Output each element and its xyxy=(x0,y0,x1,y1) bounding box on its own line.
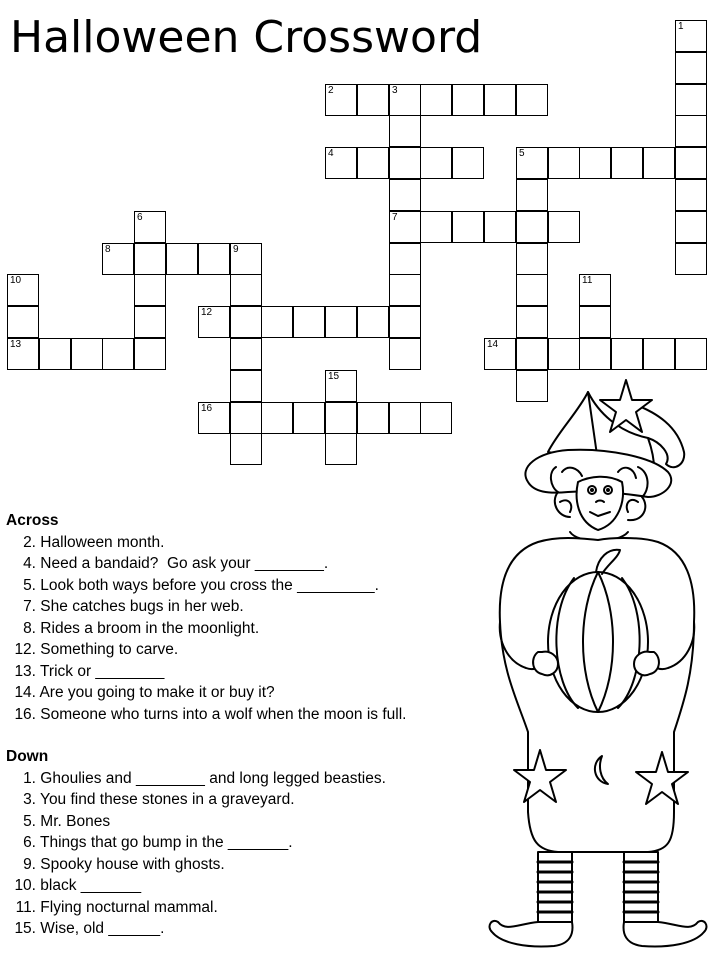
clue-number: 1. xyxy=(23,769,36,787)
crossword-cell[interactable] xyxy=(643,147,675,179)
crossword-cell[interactable] xyxy=(357,306,389,338)
clue-text: Someone who turns into a wolf when the moon is full. xyxy=(36,705,407,723)
crossword-cell[interactable] xyxy=(516,243,548,275)
clue-text: Spooky house with ghosts. xyxy=(36,855,225,873)
clue-text: Something to carve. xyxy=(36,641,179,658)
crossword-cell[interactable] xyxy=(579,147,611,179)
down-clue xyxy=(6,897,406,919)
cell-number: 5 xyxy=(519,148,525,159)
crossword-cell[interactable] xyxy=(261,306,293,338)
across-clue xyxy=(6,704,406,726)
clue-number: 12. xyxy=(14,641,36,658)
down-clue xyxy=(6,768,406,790)
clue-number: 14. xyxy=(14,684,36,701)
clue-number: 15. xyxy=(14,920,36,937)
crossword-cell[interactable] xyxy=(7,306,39,338)
crossword-cell[interactable] xyxy=(516,179,548,211)
clue-number: 3. xyxy=(23,791,36,808)
down-clue xyxy=(6,789,406,811)
crossword-cell[interactable] xyxy=(611,147,643,179)
across-clue xyxy=(6,661,406,683)
crossword-cell[interactable] xyxy=(134,243,166,275)
clue-number: 2. xyxy=(23,533,36,551)
across-clue xyxy=(6,596,406,618)
crossword-cell[interactable] xyxy=(675,179,707,211)
crossword-cell[interactable] xyxy=(389,306,421,338)
crossword-cell[interactable] xyxy=(39,338,71,370)
cell-number: 11 xyxy=(582,275,593,286)
crossword-cell[interactable] xyxy=(134,338,166,370)
crossword-cell[interactable] xyxy=(579,338,611,370)
crossword-cell[interactable] xyxy=(198,243,230,275)
down-heading: Down xyxy=(6,748,49,765)
clue-number: 10. xyxy=(14,877,36,894)
crossword-cell[interactable] xyxy=(389,84,421,116)
crossword-cell[interactable] xyxy=(516,338,548,370)
crossword-cell[interactable] xyxy=(579,306,611,338)
across-clue xyxy=(6,575,406,597)
crossword-cell[interactable] xyxy=(7,274,39,306)
clue-text: Trick or ________ xyxy=(36,662,165,680)
crossword-cell[interactable] xyxy=(484,338,516,370)
crossword-cell[interactable] xyxy=(357,84,389,116)
crossword-cell[interactable] xyxy=(675,20,707,52)
clue-text: You find these stones in a graveyard. xyxy=(36,791,295,808)
crossword-cell[interactable] xyxy=(134,211,166,243)
cell-number: 9 xyxy=(233,244,239,255)
crossword-cell[interactable] xyxy=(198,306,230,338)
crossword-cell[interactable] xyxy=(198,402,230,434)
crossword-cell[interactable] xyxy=(611,338,643,370)
clue-text: Are you going to make it or buy it? xyxy=(36,684,275,701)
cell-number: 12 xyxy=(201,307,213,318)
clue-number: 4. xyxy=(23,555,36,572)
crossword-cell[interactable] xyxy=(548,147,580,179)
crossword-cell[interactable] xyxy=(230,433,262,465)
crossword-cell[interactable] xyxy=(102,338,134,370)
crossword-cell[interactable] xyxy=(325,84,357,116)
cell-number: 4 xyxy=(328,148,334,159)
down-clue xyxy=(6,832,406,854)
across-clue xyxy=(6,639,406,661)
crossword-cell[interactable] xyxy=(230,402,262,434)
down-clue xyxy=(6,854,406,876)
crossword-cell[interactable] xyxy=(452,84,484,116)
clue-number: 5. xyxy=(23,812,36,830)
crossword-cell[interactable] xyxy=(643,338,675,370)
crossword-cell[interactable] xyxy=(389,243,421,275)
clue-number: 13. xyxy=(14,662,36,680)
clue-text: Ghoulies and ________ and long legged beasties. xyxy=(36,769,386,787)
crossword-cell[interactable] xyxy=(420,402,452,434)
clue-text: black _______ xyxy=(36,877,142,894)
crossword-cell[interactable] xyxy=(484,211,516,243)
clue-text: Flying nocturnal mammal. xyxy=(36,898,218,916)
cell-number: 8 xyxy=(105,244,111,255)
clue-number: 16. xyxy=(14,705,36,723)
down-clue xyxy=(6,875,406,897)
crossword-cell[interactable] xyxy=(389,402,421,434)
crossword-cell[interactable] xyxy=(230,243,262,275)
across-clues xyxy=(6,532,406,726)
crossword-cell[interactable] xyxy=(325,433,357,465)
crossword-cell[interactable] xyxy=(516,147,548,179)
crossword-cell[interactable] xyxy=(579,274,611,306)
crossword-cell[interactable] xyxy=(230,370,262,402)
down-clues xyxy=(6,768,406,940)
crossword-cell[interactable] xyxy=(420,84,452,116)
clue-text: She catches bugs in her web. xyxy=(36,598,244,615)
crossword-cell[interactable] xyxy=(675,52,707,84)
crossword-cell[interactable] xyxy=(102,243,134,275)
crossword-cell[interactable] xyxy=(548,338,580,370)
crossword-cell[interactable] xyxy=(420,211,452,243)
crossword-cell[interactable] xyxy=(389,179,421,211)
cell-number: 13 xyxy=(10,339,22,350)
crossword-cell[interactable] xyxy=(516,306,548,338)
crossword-cell[interactable] xyxy=(134,306,166,338)
crossword-cell[interactable] xyxy=(675,243,707,275)
crossword-cell[interactable] xyxy=(420,147,452,179)
clue-number: 8. xyxy=(23,619,36,637)
page-title: Halloween Crossword xyxy=(10,12,483,63)
crossword-cell[interactable] xyxy=(261,402,293,434)
clue-text: Halloween month. xyxy=(36,533,165,551)
crossword-cell[interactable] xyxy=(71,338,103,370)
crossword-cell[interactable] xyxy=(452,147,484,179)
clue-text: Look both ways before you cross the _________. xyxy=(36,576,379,594)
clue-number: 7. xyxy=(23,598,36,615)
crossword-cell[interactable] xyxy=(516,274,548,306)
clue-list xyxy=(6,510,406,940)
crossword-cell[interactable] xyxy=(389,338,421,370)
witch-holding-pumpkin-icon xyxy=(478,372,714,954)
crossword-cell[interactable] xyxy=(389,115,421,147)
cell-number: 1 xyxy=(678,21,684,32)
across-heading: Across xyxy=(6,512,59,529)
clue-text: Things that go bump in the _______. xyxy=(36,834,293,851)
across-clue xyxy=(6,682,406,704)
crossword-cell[interactable] xyxy=(357,147,389,179)
cell-number: 14 xyxy=(487,339,499,350)
down-clue xyxy=(6,918,406,940)
crossword-cell[interactable] xyxy=(293,306,325,338)
crossword-cell[interactable] xyxy=(548,211,580,243)
cell-number: 15 xyxy=(328,371,340,382)
crossword-cell[interactable] xyxy=(675,211,707,243)
crossword-cell[interactable] xyxy=(389,274,421,306)
cell-number: 2 xyxy=(328,85,334,96)
clue-number: 5. xyxy=(23,576,36,594)
crossword-cell[interactable] xyxy=(675,338,707,370)
clue-text: Wise, old ______. xyxy=(36,920,165,937)
cell-number: 7 xyxy=(392,212,398,223)
clue-number: 6. xyxy=(23,834,36,851)
crossword-cell[interactable] xyxy=(484,84,516,116)
crossword-cell[interactable] xyxy=(452,211,484,243)
cell-number: 3 xyxy=(392,85,398,96)
crossword-cell[interactable] xyxy=(325,147,357,179)
crossword-cell[interactable] xyxy=(134,274,166,306)
clue-text: Rides a broom in the moonlight. xyxy=(36,619,260,637)
cell-number: 10 xyxy=(10,275,22,286)
crossword-cell[interactable] xyxy=(325,402,357,434)
crossword-cell[interactable] xyxy=(230,338,262,370)
crossword-cell[interactable] xyxy=(516,211,548,243)
crossword-cell[interactable] xyxy=(325,370,357,402)
crossword-cell[interactable] xyxy=(675,84,707,116)
crossword-cell[interactable] xyxy=(230,274,262,306)
cell-number: 16 xyxy=(201,403,213,414)
crossword-cell[interactable] xyxy=(7,338,39,370)
crossword-cell[interactable] xyxy=(325,306,357,338)
clue-number: 11. xyxy=(15,898,36,916)
crossword-cell[interactable] xyxy=(675,147,707,179)
clue-number: 9. xyxy=(23,855,36,873)
crossword-cell[interactable] xyxy=(675,115,707,147)
crossword-cell[interactable] xyxy=(389,211,421,243)
crossword-cell[interactable] xyxy=(516,84,548,116)
crossword-cell[interactable] xyxy=(166,243,198,275)
crossword-cell[interactable] xyxy=(357,402,389,434)
across-clue xyxy=(6,532,406,554)
crossword-cell[interactable] xyxy=(230,306,262,338)
clue-text: Need a bandaid? Go ask your ________. xyxy=(36,555,329,572)
crossword-cell[interactable] xyxy=(293,402,325,434)
across-clue xyxy=(6,618,406,640)
clue-text: Mr. Bones xyxy=(36,812,111,830)
down-clue xyxy=(6,811,406,833)
crossword-cell[interactable] xyxy=(389,147,421,179)
cell-number: 6 xyxy=(137,212,143,223)
across-clue xyxy=(6,553,406,575)
